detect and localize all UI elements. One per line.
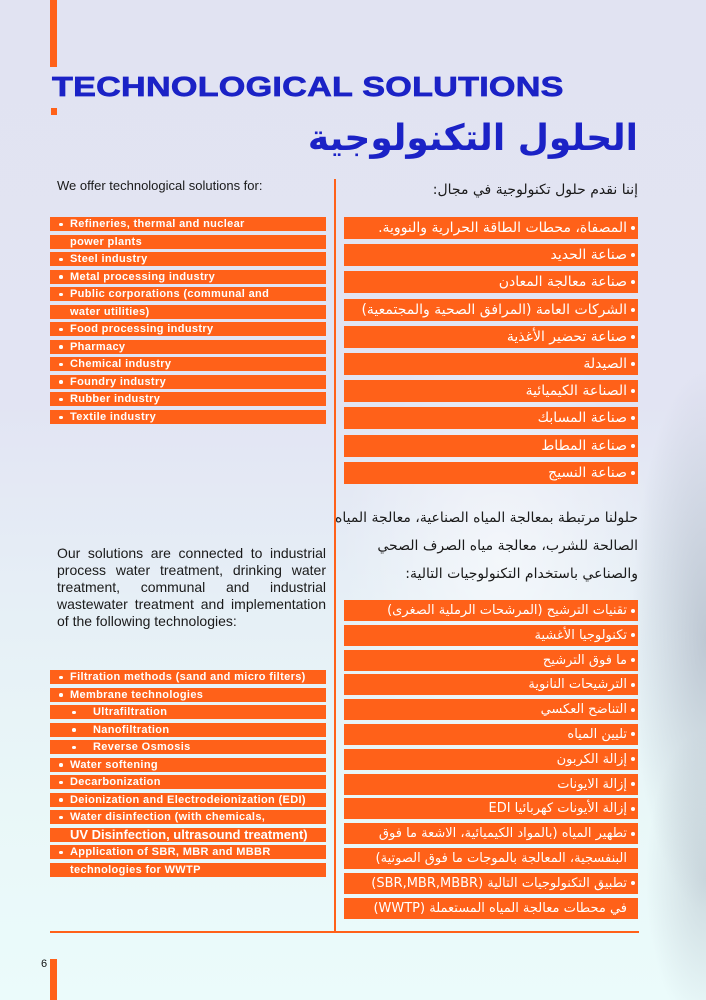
list-item-text: Water disinfection (with chemicals, [70,811,266,824]
bullet-icon [631,362,635,366]
list-item [50,723,326,737]
list-item [344,353,638,375]
list-item [50,270,326,284]
paragraph-line: حلولنا مرتبطة بمعالجة المياه الصناعية، معالجة المياه [335,510,638,526]
bullet-icon [59,363,63,367]
list-item-text: Water softening [70,758,158,771]
bullet-icon [631,832,635,836]
arabic-solutions-paragraph [335,504,638,588]
top-accent-bar [50,0,57,67]
bullet-icon [631,881,635,885]
list-item [344,898,638,919]
list-item-text: Nanofiltration [93,723,170,736]
list-item [344,435,638,457]
bullet-icon [59,293,63,297]
list-item [50,410,326,424]
list-item-text: إزالة الكربون [556,751,627,767]
list-item [50,340,326,354]
page-title-arabic: الحلول التكنولوجية [307,118,638,159]
list-item [50,845,326,859]
page-title-english: TECHNOLOGICAL SOLUTIONS [52,71,564,102]
list-item [344,600,638,621]
list-item [50,252,326,266]
list-item-text: Public corporations (communal and [70,288,270,301]
list-item-text: power plants [70,235,143,248]
list-item [344,244,638,266]
bottom-accent-bar [50,959,57,1000]
list-item-text: صناعة المسابك [537,410,627,427]
list-item [344,625,638,646]
bullet-icon [59,693,63,697]
bullet-icon [59,676,63,680]
column-divider [334,179,336,932]
list-item-text: صناعة معالجة المعادن [498,274,627,291]
list-item [50,740,326,754]
bullet-icon [59,851,63,855]
list-item-text: تليين المياه [567,726,627,742]
arabic-industries-list [344,217,638,489]
list-item-text: الشركات العامة (المرافق الصحية والمجتمعية) [361,301,627,318]
bullet-icon [631,444,635,448]
list-item-text: UV Disinfection, ultrasound treatment) [70,827,308,842]
bottom-divider [50,931,639,933]
list-item [344,873,638,894]
list-item [50,705,326,719]
bullet-icon [631,335,635,339]
list-item [50,758,326,772]
paragraph-line: wastewater treatment and implementation [57,596,326,612]
intro-english: We offer technological solutions for: [57,178,263,193]
list-item-text: Chemical industry [70,358,172,371]
paragraph-line: of the following technologies: [57,613,237,629]
list-item-text: Foundry industry [70,375,167,388]
list-item-text: تقنيات الترشيح (المرشحات الرملية الصغرى) [387,603,627,618]
list-item [344,326,638,348]
bullet-icon [59,781,63,785]
list-item-text: Membrane technologies [70,688,204,701]
list-item-text: water utilities) [70,305,150,318]
list-item-text: Textile industry [70,411,157,424]
bullet-icon [631,782,635,786]
list-item [50,357,326,371]
list-item-text: Deionization and Electrodeionization (EDI) [70,793,306,806]
list-item [344,774,638,795]
bullet-icon [59,380,63,384]
list-item [50,793,326,807]
list-item-text: المصفاة، محطات الطاقة الحرارية والنووية. [378,220,627,236]
list-item [344,823,638,844]
bullet-icon [631,416,635,420]
list-item-text: صناعة النسيج [548,464,627,481]
list-item-text: Food processing industry [70,323,214,336]
list-item-text: Decarbonization [70,776,161,789]
paragraph-line: treatment, communal and industrial [57,579,326,595]
paragraph-line: process water treatment, drinking water [57,562,326,578]
list-item-text: الترشيحات النانوية [528,677,627,693]
list-item [344,380,638,402]
bullet-icon [631,253,635,257]
list-item [344,798,638,819]
title-accent-square [51,108,57,115]
bullet-icon [631,389,635,393]
list-item [344,699,638,720]
bullet-icon [631,609,635,613]
bullet-icon [59,763,63,767]
list-item-text: Steel industry [70,253,148,266]
list-item-text: في محطات معالجة المياه المستعملة (WWTP) [373,900,627,916]
list-item [50,322,326,336]
bullet-icon [631,807,635,811]
list-item [344,462,638,484]
bullet-icon [59,798,63,802]
bullet-icon [59,416,63,420]
bullet-icon [631,708,635,712]
list-item [344,674,638,695]
list-item-text: Filtration methods (sand and micro filters) [70,671,306,683]
list-item [50,828,326,842]
list-item-text: ما فوق الترشيح [542,652,627,668]
paragraph-line: والصناعي باستخدام التكنولوجيات التالية: [405,566,638,582]
list-item-text: تطبيق التكنولوجيات التالية (SBR,MBR,MBBR) [371,875,627,891]
bullet-icon [59,816,63,820]
list-item-text: التناضح العكسي [540,702,627,718]
list-item [344,299,638,321]
list-item [344,217,638,239]
list-item-text: Application of SBR, MBR and MBBR [70,846,271,859]
list-item-text: Reverse Osmosis [93,741,191,754]
list-item-text: technologies for WWTP [70,864,201,877]
list-item-text: البنفسجية، المعالجة بالموجات ما فوق الصوتية) [375,850,627,866]
english-technologies-list [50,670,326,881]
list-item-text: إزالة الأيونات كهربائيا EDI [488,801,627,817]
bullet-icon [59,328,63,332]
bullet-icon [59,258,63,262]
list-item [50,810,326,824]
list-item [50,775,326,789]
paragraph-line: Our solutions are connected to industrial [57,545,326,561]
paragraph-line: الصالحة للشرب، معالجة مياه الصرف الصحي [377,538,638,554]
list-item [50,375,326,389]
list-item-text: صناعة الحديد [550,247,627,264]
bullet-icon [59,398,63,402]
list-item [50,688,326,702]
bullet-icon [631,683,635,687]
list-item-text: الصناعة الكيميائية [525,383,627,400]
list-item [344,848,638,869]
english-solutions-paragraph [57,545,326,630]
list-item [50,392,326,406]
bullet-icon [631,658,635,662]
list-item [344,271,638,293]
bullet-icon [59,345,63,349]
list-item [50,305,326,319]
page-number: 6 [41,958,48,970]
bullet-icon [631,757,635,761]
list-item [50,863,326,877]
list-item [344,407,638,429]
list-item-text: الصيدلة [583,355,627,372]
list-item-text: صناعة تحضير الأغذية [506,328,627,345]
list-item [50,287,326,301]
bullet-icon [631,226,635,230]
list-item [50,235,326,249]
intro-arabic: :إننا نقدم حلول تكنولوجية في مجال [432,182,638,198]
list-item [344,749,638,770]
list-item [344,724,638,745]
bullet-icon [631,633,635,637]
list-item-text: تكنولوجيا الأغشية [534,627,627,643]
bullet-icon [59,275,63,279]
bullet-icon [72,711,76,715]
list-item-text: Pharmacy [70,340,126,353]
bullet-icon [72,728,76,732]
list-item-text: صناعة المطاط [541,437,627,454]
english-industries-list [50,217,326,428]
bullet-icon [631,732,635,736]
bullet-icon [631,308,635,312]
bullet-icon [631,471,635,475]
list-item [50,670,326,684]
arabic-technologies-list [344,600,638,922]
list-item-text: Ultrafiltration [93,706,168,719]
list-item-text: إزالة الايونات [557,776,627,792]
list-item-text: Refineries, thermal and nuclear [70,218,245,230]
bullet-icon [631,280,635,284]
bullet-icon [59,223,63,227]
bullet-icon [72,746,76,750]
list-item [50,217,326,231]
list-item-text: Rubber industry [70,393,161,406]
list-item-text: Metal processing industry [70,270,216,283]
list-item [344,650,638,671]
list-item-text: تطهير المياه (بالمواد الكيميائية، الاشعة ما فوق [378,826,627,842]
